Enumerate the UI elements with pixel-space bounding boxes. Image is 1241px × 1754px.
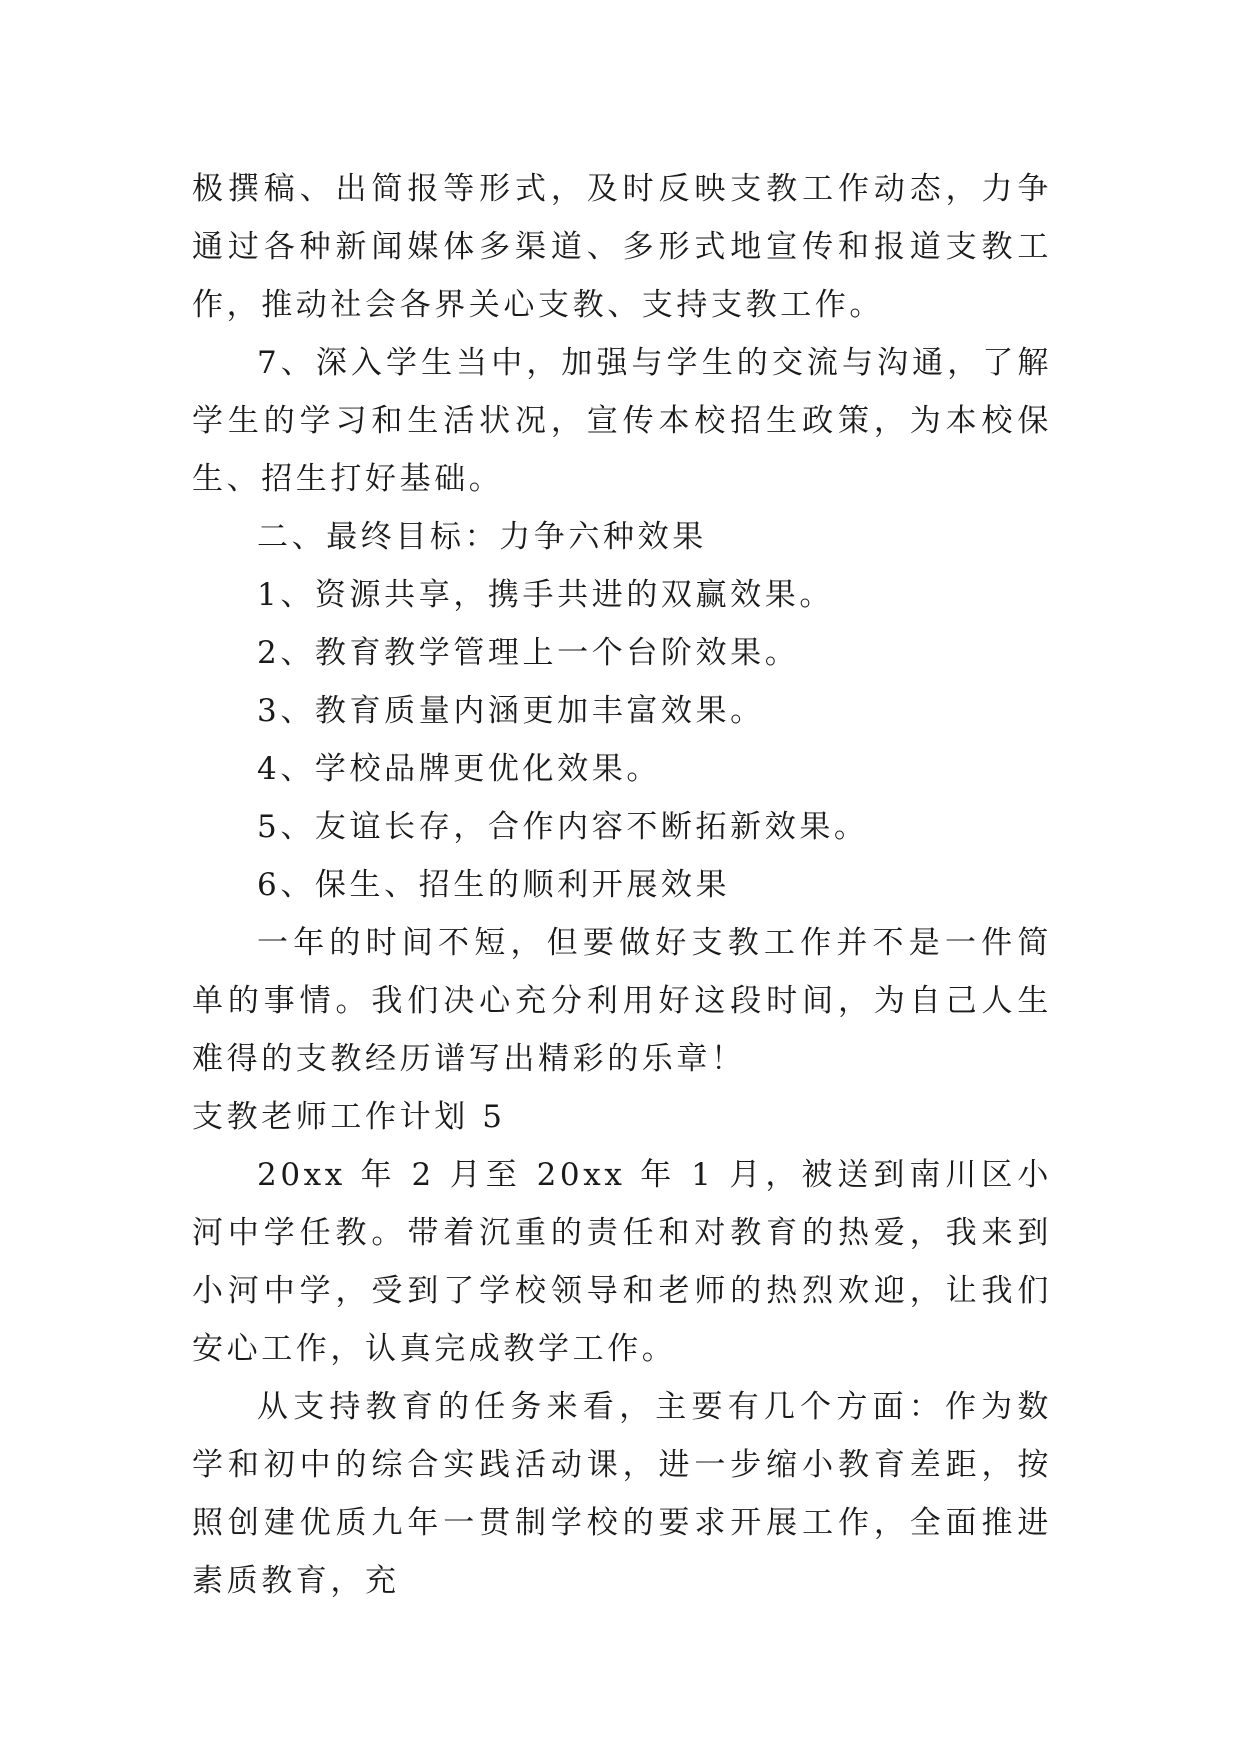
list-item-goal-4: 4、学校品牌更优化效果。 xyxy=(257,751,661,787)
section-title: 支教老师工作计划 5 xyxy=(192,1099,506,1135)
paragraph-tasks-5: 从支持教育的任务来看，主要有几个方面：作为数学和初中的综合实践活动课，进一步缩小教育差距，按照创建优质九年一贯制学校的要求开展工作，全面推进素质教育，充 xyxy=(192,1389,1052,1599)
paragraph-item-7: 7、深入学生当中，加强与学生的交流与沟通，了解学生的学习和生活状况，宣传本校招生政策，为本校保生、招生打好基础。 xyxy=(192,345,1052,497)
list-item-goal-3: 3、教育质量内涵更加丰富效果。 xyxy=(257,693,765,729)
list-item-goal-2: 2、教育教学管理上一个台阶效果。 xyxy=(257,635,800,671)
paragraph-intro-5: 20xx 年 2 月至 20xx 年 1 月，被送到南川区小河中学任教。带着沉重的责任和对教育的热爱，我来到小河中学，受到了学校领导和老师的热烈欢迎，让我们安心工作，认真完成教学工作。 xyxy=(192,1157,1052,1367)
list-item-goal-6: 6、保生、招生的顺利开展效果 xyxy=(257,867,731,903)
list-item-goal-5: 5、友谊长存，合作内容不断拓新效果。 xyxy=(257,809,869,845)
section-heading-goals: 二、最终目标：力争六种效果 xyxy=(257,519,707,555)
document-body xyxy=(192,160,1052,1610)
list-item-goal-1: 1、资源共享，携手共进的双赢效果。 xyxy=(257,577,834,613)
paragraph-closing: 一年的时间不短，但要做好支教工作并不是一件简单的事情。我们决心充分利用好这段时间，为自己人生难得的支教经历谱写出精彩的乐章！ xyxy=(192,925,1052,1077)
paragraph-continuation: 极撰稿、出简报等形式，及时反映支教工作动态，力争通过各种新闻媒体多渠道、多形式地宣传和报道支教工作，推动社会各界关心支教、支持支教工作。 xyxy=(192,171,1052,323)
